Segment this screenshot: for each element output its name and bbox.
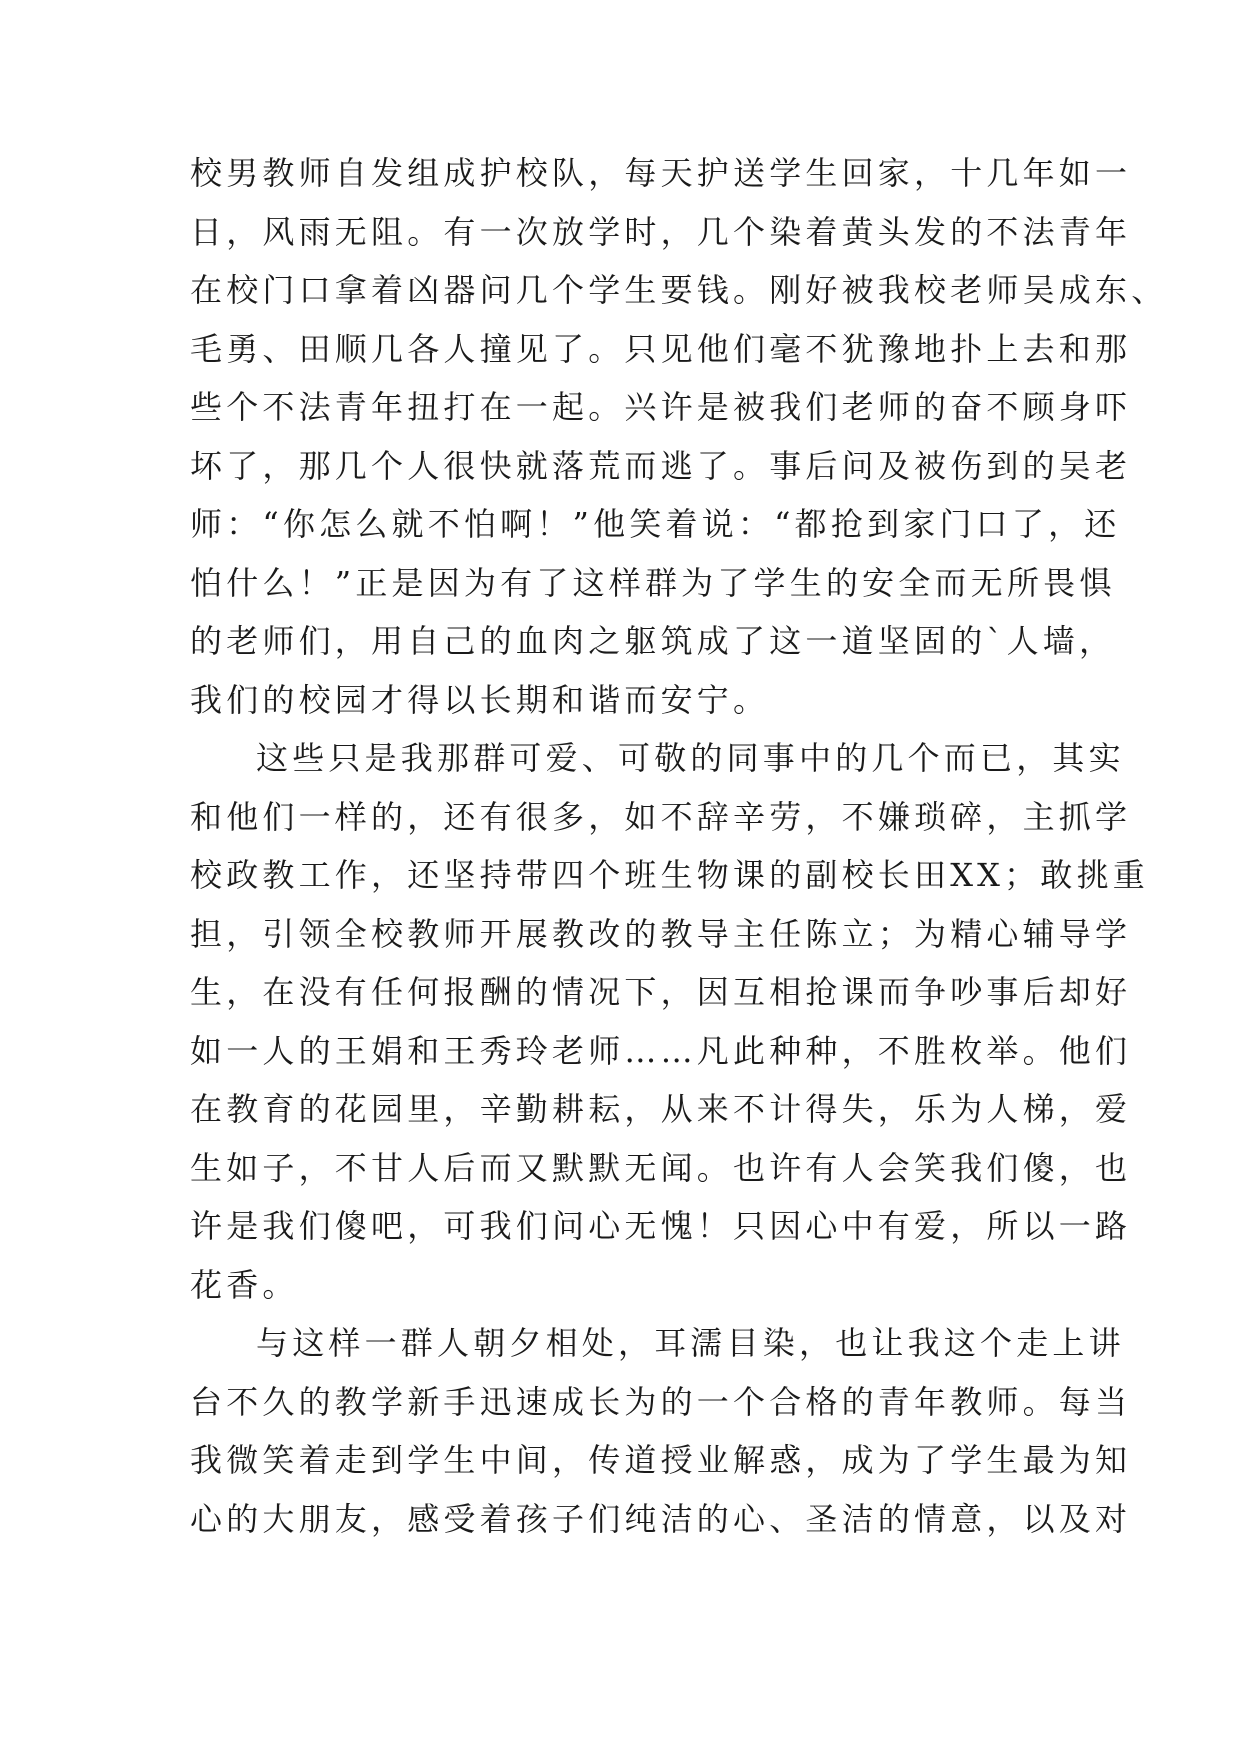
text-line: 些个不法青年扭打在一起。兴许是被我们老师的奋不顾身吓: [190, 388, 1132, 426]
paragraph-start-line: 这些只是我那群可爱、可敬的同事中的几个而已，其实: [256, 739, 1125, 777]
text-line: 生如子，不甘人后而又默默无闻。也许有人会笑我们傻，也: [190, 1149, 1132, 1187]
text-line: 的老师们，用自己的血肉之躯筑成了这一道坚固的`人墙，: [190, 622, 1116, 660]
text-line: 担，引领全校教师开展教改的教导主任陈立；为精心辅导学: [190, 915, 1132, 953]
text-line: 怕什么！”正是因为有了这样群为了学生的安全而无所畏惧: [190, 564, 1116, 602]
text-line: 坏了，那几个人很快就落荒而逃了。事后问及被伤到的吴老: [190, 447, 1132, 485]
text-line: 我微笑着走到学生中间，传道授业解惑，成为了学生最为知: [190, 1441, 1132, 1479]
paragraph-start-line: 与这样一群人朝夕相处，耳濡目染，也让我这个走上讲: [256, 1324, 1125, 1362]
text-line: 在教育的花园里，辛勤耕耘，从来不计得失，乐为人梯，爱: [190, 1090, 1132, 1128]
text-line: 许是我们傻吧，可我们问心无愧！只因心中有爱，所以一路: [190, 1207, 1132, 1245]
text-line: 生，在没有任何报酬的情况下，因互相抢课而争吵事后却好: [190, 973, 1132, 1011]
text-line: 台不久的教学新手迅速成长为的一个合格的青年教师。每当: [190, 1383, 1132, 1421]
text-line: 心的大朋友，感受着孩子们纯洁的心、圣洁的情意，以及对: [190, 1500, 1132, 1538]
text-line: 如一人的王娟和王秀玲老师……凡此种种，不胜枚举。他们: [190, 1032, 1132, 1070]
text-line: 我们的校园才得以长期和谐而安宁。: [190, 681, 770, 719]
text-line: 毛勇、田顺几各人撞见了。只见他们毫不犹豫地扑上去和那: [190, 330, 1132, 368]
text-line: 在校门口拿着凶器问几个学生要钱。刚好被我校老师吴成东、: [190, 271, 1168, 309]
text-line: 日，风雨无阻。有一次放学时，几个染着黄头发的不法青年: [190, 213, 1132, 251]
text-line: 师：“你怎么就不怕啊！”他笑着说：“都抢到家门口了，还: [190, 505, 1121, 543]
text-line: 花香。: [190, 1266, 299, 1304]
text-line: 校政教工作，还坚持带四个班生物课的副校长田XX；敢挑重: [190, 856, 1149, 894]
text-line: 和他们一样的，还有很多，如不辞辛劳，不嫌琐碎，主抓学: [190, 798, 1132, 836]
text-line: 校男教师自发组成护校队，每天护送学生回家，十几年如一: [190, 154, 1132, 192]
